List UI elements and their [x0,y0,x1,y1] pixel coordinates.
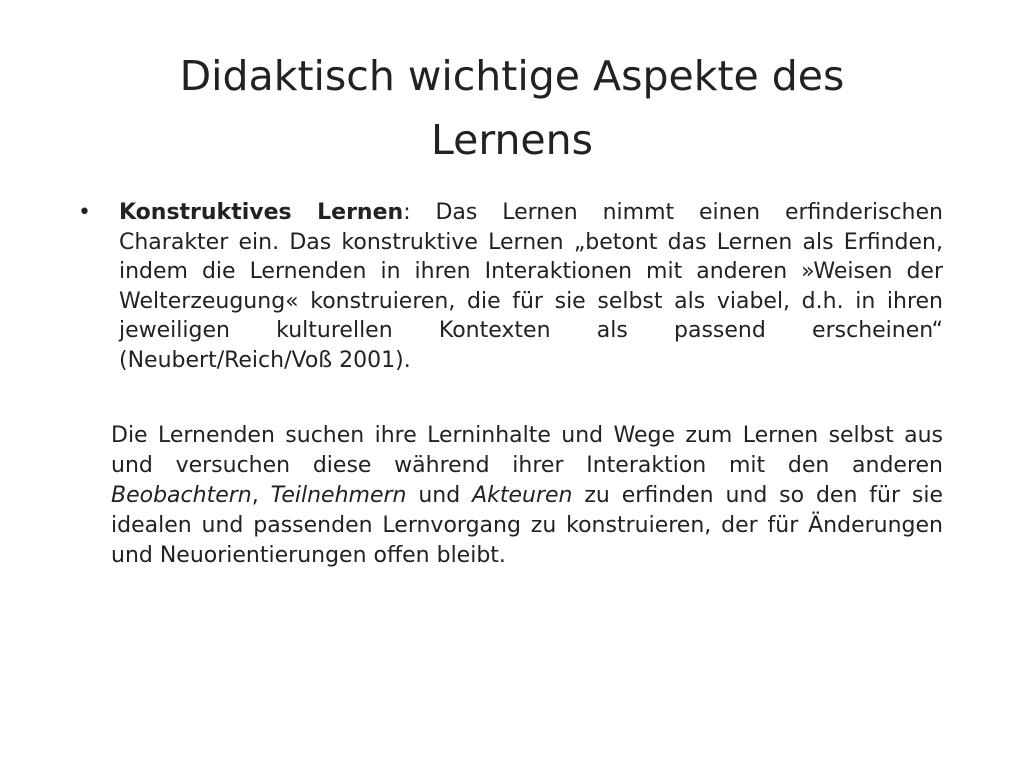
term-akteuren: Akteuren [472,483,573,508]
paragraph-separator-1: , [251,483,271,508]
bullet-dot-icon: • [78,200,91,225]
term-teilnehmern: Teilnehmern [270,483,407,508]
paragraph-part-2: zu erfinden und so den für sie idealen und passenden Lernvorgang zu konstruieren, der für Änderungen und Neuorientierungen offen bleibt. [111,483,943,568]
bullet-term: Konstruktives Lernen [119,200,404,225]
slide-title: Didaktisch wichtige Aspekte des Lernens [179,52,845,164]
term-beobachtern: Beobachtern [111,483,252,508]
slide-content [75,198,943,571]
paragraph-separator-2: und [406,483,473,508]
bullet-item [75,198,943,375]
body-paragraph [75,421,943,571]
bullet-text [119,198,943,375]
paragraph-part-1: Die Lernenden suchen ihre Lerninhalte und Wege zum Lernen selbst aus und versuchen diese während ihrer Interaktion mit den anderen [111,423,943,478]
bullet-body: : Das Lernen nimmt einen erfinderischen Charakter ein. Das konstruktive Lernen „betont das Lernen als Erfinden, indem die Lernenden in ihren Interaktionen mit anderen »Weisen der Welterzeugung« konstruieren, die für sie selbst als viabel, d.h. in ihren jeweiligen kulturellen Kontexten als passend erscheinen“ (Neubert/Reich/Voß 2001). [119,200,943,373]
